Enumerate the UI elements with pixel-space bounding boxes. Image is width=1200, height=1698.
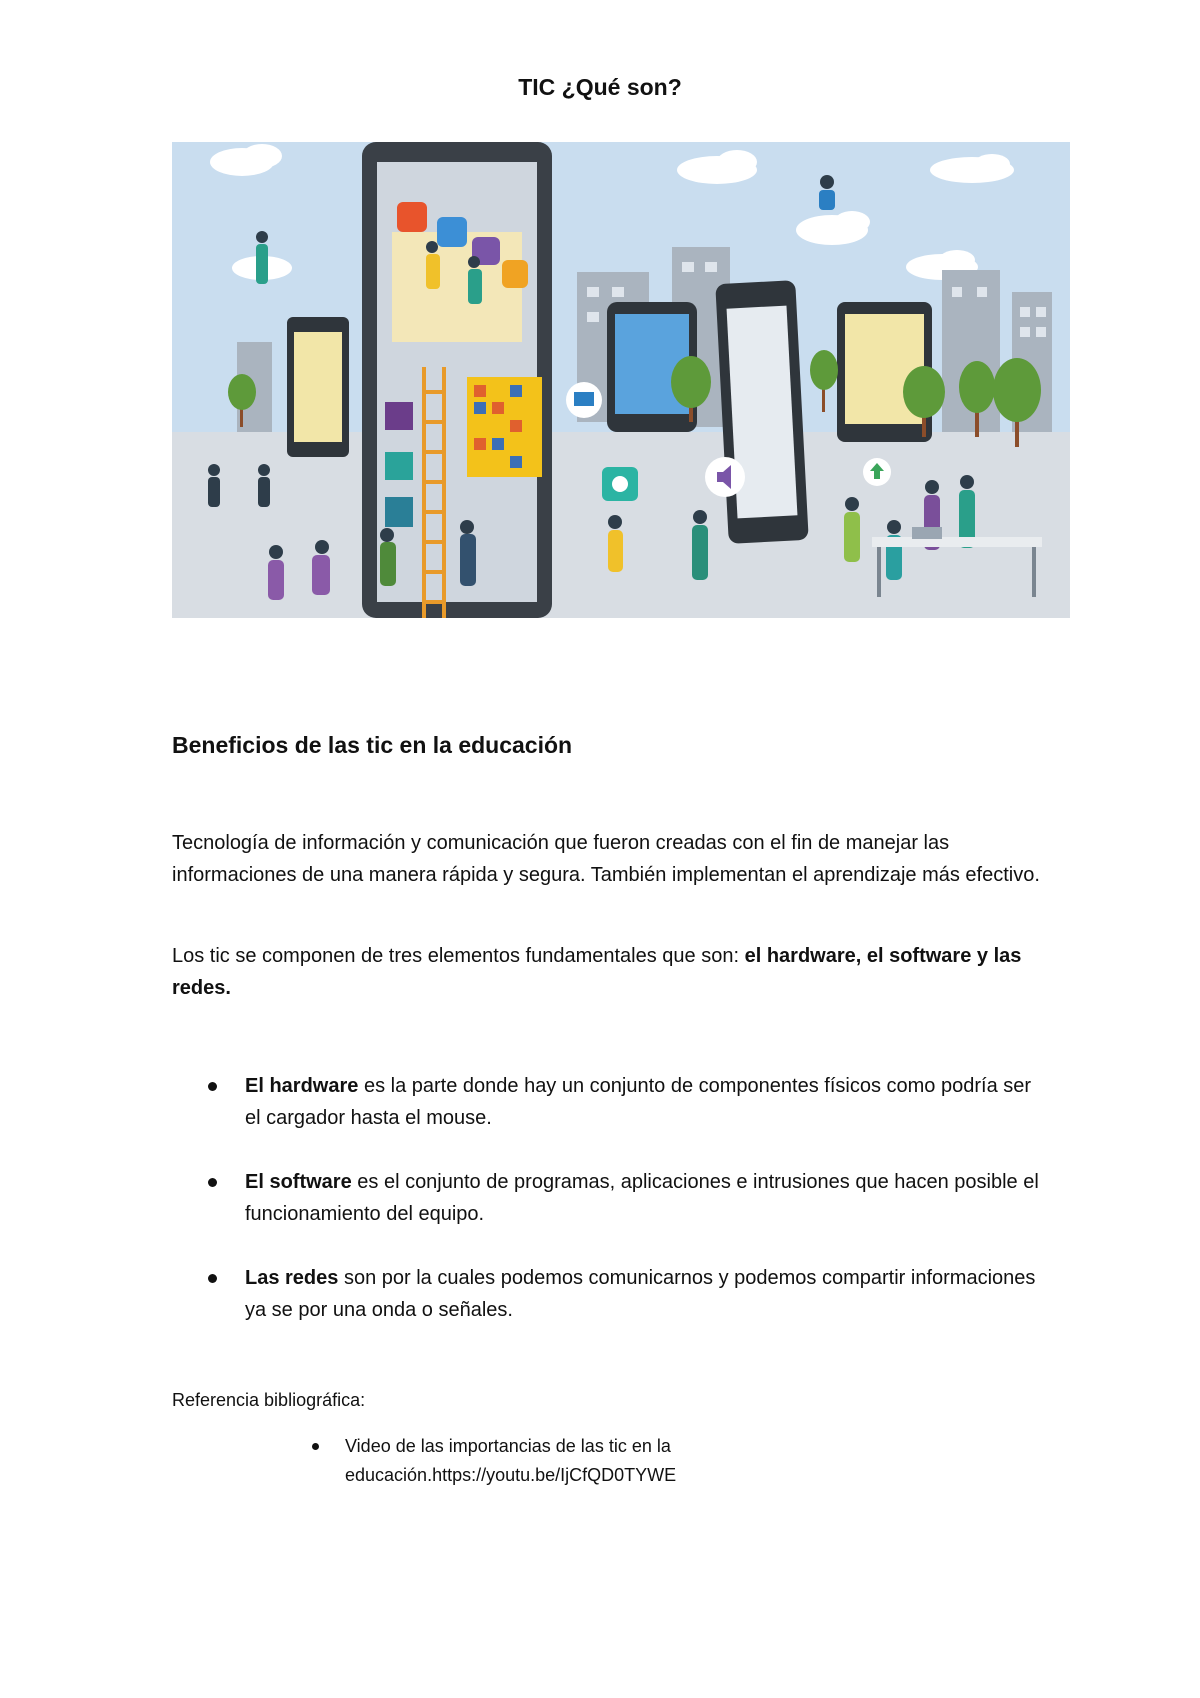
bullet-term: El software (245, 1171, 352, 1193)
bullet-term: El hardware (245, 1075, 359, 1097)
desk (872, 537, 1042, 547)
reference-text: Video de las importancias de las tic en la educación.https://youtu.be/IjCfQD0TYWE (345, 1436, 677, 1485)
document-title: TIC ¿Qué son? (518, 74, 682, 100)
list-item (245, 1262, 1045, 1326)
tic-illustration (172, 142, 1070, 618)
bullet-term: Las redes (245, 1267, 339, 1289)
bullet-icon (208, 1274, 217, 1283)
bullet-software (245, 1166, 1045, 1230)
bullet-text: es la parte donde hay un conjunto de componentes físicos como podría ser el cargador hasta el mouse. (245, 1075, 1032, 1129)
list-item (245, 1070, 1045, 1134)
bullet-hardware (245, 1070, 1045, 1134)
intro-paragraph: Tecnología de información y comunicación que fueron creadas con el fin de manejar las informaciones de una manera rápida y segura. También implementan el aprendizaje más efectivo. (172, 832, 1040, 886)
section-heading: Beneficios de las tic en la educación (172, 732, 573, 758)
bullet-icon (208, 1082, 217, 1091)
list-item (245, 1166, 1045, 1230)
components-bold: el hardware, el software y las redes. (172, 945, 1022, 999)
components-paragraph (172, 940, 1052, 1004)
bullet-networks (245, 1262, 1045, 1326)
reference-item (345, 1432, 765, 1490)
bullet-icon (208, 1178, 217, 1187)
reference-label: Referencia bibliográfica: (172, 1390, 366, 1410)
components-text: Los tic se componen de tres elementos fundamentales que son: (172, 945, 745, 967)
bullet-icon (312, 1443, 319, 1450)
bullet-text: son por la cuales podemos comunicarnos y podemos compartir informaciones ya se por una onda o señales. (245, 1267, 1036, 1321)
bullet-text: es el conjunto de programas, aplicaciones e intrusiones que hacen posible el funcionamiento del equipo. (245, 1171, 1039, 1225)
